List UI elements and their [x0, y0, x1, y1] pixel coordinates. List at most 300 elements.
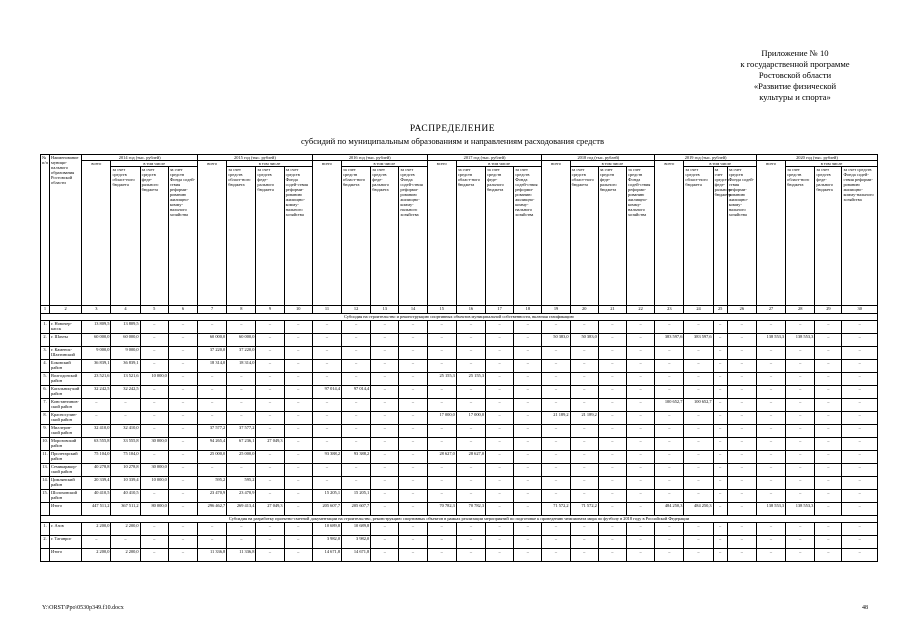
value-cell: –	[427, 523, 456, 536]
value-cell: –	[627, 360, 655, 373]
value-cell: 10 339,4	[111, 477, 140, 490]
value-cell: –	[399, 549, 427, 562]
value-cell: –	[168, 490, 197, 503]
value-cell: –	[342, 425, 371, 438]
value-cell: –	[655, 549, 684, 562]
value-cell: –	[627, 536, 655, 549]
value-cell: –	[399, 412, 427, 425]
value-cell: –	[198, 386, 227, 399]
table-row	[41, 477, 878, 490]
value-cell: –	[727, 334, 756, 347]
value-cell: 40 278,8	[82, 464, 111, 477]
value-cell: 50 383,0	[542, 334, 570, 347]
value-cell: –	[312, 399, 341, 412]
value-cell: –	[256, 386, 284, 399]
column-number: 21	[598, 306, 626, 314]
value-cell: –	[456, 536, 485, 549]
table-row	[41, 523, 878, 536]
column-number: 8	[227, 306, 256, 314]
value-cell: –	[399, 438, 427, 451]
value-cell: 40 410,5	[111, 490, 140, 503]
appendix-line: «Развитие физической	[753, 81, 837, 91]
value-cell: –	[486, 477, 514, 490]
value-cell: –	[655, 321, 684, 334]
value-cell: 37 220,0	[198, 347, 227, 360]
value-cell: –	[815, 549, 842, 562]
value-cell: –	[284, 386, 312, 399]
value-cell: –	[486, 347, 514, 360]
value-cell: –	[227, 464, 256, 477]
value-cell: 36 839,1	[82, 360, 111, 373]
value-cell: –	[456, 399, 485, 412]
value-cell: 25 155,3	[427, 373, 456, 386]
column-number: 12	[342, 306, 371, 314]
table-row	[41, 503, 878, 516]
value-cell: –	[284, 321, 312, 334]
value-cell: –	[727, 399, 756, 412]
value-cell: –	[815, 477, 842, 490]
value-cell: –	[427, 321, 456, 334]
value-cell: –	[786, 523, 815, 536]
value-cell: –	[684, 451, 713, 464]
value-cell: –	[570, 360, 598, 373]
value-cell: –	[627, 321, 655, 334]
value-cell: –	[284, 373, 312, 386]
value-cell: 94 265,4	[198, 438, 227, 451]
value-cell: –	[227, 321, 256, 334]
value-cell: –	[168, 347, 197, 360]
column-number: 22	[627, 306, 655, 314]
value-cell: –	[168, 373, 197, 386]
value-cell: –	[815, 523, 842, 536]
header-funding-source: за счет средств феде-рального бюджета	[598, 167, 626, 306]
value-cell: –	[756, 477, 785, 490]
value-cell: –	[842, 321, 878, 334]
value-cell: –	[684, 536, 713, 549]
column-number: 27	[756, 306, 785, 314]
value-cell: –	[514, 425, 542, 438]
value-cell: –	[570, 549, 598, 562]
value-cell: –	[756, 347, 785, 360]
document-title: РАСПРЕДЕЛЕНИЕ	[409, 124, 496, 134]
value-cell: –	[842, 536, 878, 549]
value-cell: –	[542, 464, 570, 477]
value-cell: –	[140, 386, 168, 399]
value-cell: –	[371, 399, 399, 412]
value-cell: –	[786, 549, 815, 562]
header-year: 2015 год (тыс. рублей)	[198, 155, 313, 161]
value-cell: –	[684, 464, 713, 477]
table-row	[41, 490, 878, 503]
value-cell: –	[756, 412, 785, 425]
value-cell: –	[815, 360, 842, 373]
value-cell: –	[399, 334, 427, 347]
header-including: в том числе	[111, 161, 198, 167]
value-cell: –	[399, 399, 427, 412]
value-cell: –	[140, 425, 168, 438]
municipality-name: Красносулин-ский район	[50, 412, 82, 425]
column-number: 1	[41, 306, 50, 314]
value-cell: –	[140, 321, 168, 334]
value-cell: –	[284, 425, 312, 438]
value-cell: 33 555,8	[111, 438, 140, 451]
appendix-line: культуры и спорта»	[759, 92, 831, 102]
value-cell: –	[786, 360, 815, 373]
value-cell: –	[684, 477, 713, 490]
value-cell: 10 278,8	[111, 464, 140, 477]
header-funding-source: за счет средств област-ного бюджета	[570, 167, 598, 306]
value-cell: –	[655, 425, 684, 438]
row-number: 4.	[41, 360, 50, 373]
value-cell: –	[655, 464, 684, 477]
value-cell: –	[786, 347, 815, 360]
value-cell: –	[627, 464, 655, 477]
value-cell: –	[542, 386, 570, 399]
value-cell: –	[514, 451, 542, 464]
value-cell: –	[598, 464, 626, 477]
value-cell: –	[168, 503, 197, 516]
value-cell: –	[570, 438, 598, 451]
value-cell: –	[111, 412, 140, 425]
value-cell: –	[168, 334, 197, 347]
value-cell: 447 511,2	[82, 503, 111, 516]
value-cell: 269 413,4	[227, 503, 256, 516]
column-number: 10	[284, 306, 312, 314]
row-number: 5.	[41, 373, 50, 386]
value-cell: –	[256, 360, 284, 373]
value-cell: –	[312, 425, 341, 438]
header-total: всего	[655, 161, 684, 306]
value-cell: –	[570, 464, 598, 477]
column-number: 6	[168, 306, 197, 314]
municipality-name: г. Каменск-Шахтинский	[50, 347, 82, 360]
value-cell: –	[284, 477, 312, 490]
value-cell: 27 049,3	[256, 438, 284, 451]
value-cell: 383 597,6	[684, 334, 713, 347]
value-cell: –	[427, 386, 456, 399]
value-cell: –	[227, 373, 256, 386]
value-cell: 100 652,7	[655, 399, 684, 412]
value-cell: –	[598, 503, 626, 516]
section-heading: Субсидия на разработку проектно-сметной документации на строительство, реконструкцию спортивных объектов в рамках реализации мероприятий по подготовке к проведению чемпионата мира по футболу в 2018 году в Российской Федерации	[41, 516, 878, 523]
value-cell: –	[542, 523, 570, 536]
value-cell: –	[542, 536, 570, 549]
value-cell: –	[684, 549, 713, 562]
value-cell: 97 014,4	[312, 386, 341, 399]
value-cell: –	[713, 386, 727, 399]
table-row	[41, 360, 878, 373]
value-cell: –	[756, 523, 785, 536]
value-cell: –	[598, 399, 626, 412]
table-row	[41, 386, 878, 399]
value-cell: –	[140, 399, 168, 412]
value-cell: –	[655, 536, 684, 549]
value-cell: –	[542, 438, 570, 451]
value-cell: –	[514, 412, 542, 425]
municipality-name: г. Таганрог	[50, 536, 82, 549]
value-cell: –	[627, 477, 655, 490]
value-cell: –	[756, 399, 785, 412]
row-number: 14.	[41, 477, 50, 490]
value-cell: –	[140, 549, 168, 562]
value-cell: –	[815, 438, 842, 451]
value-cell: –	[399, 451, 427, 464]
value-cell: –	[727, 464, 756, 477]
value-cell: 30 000,0	[140, 464, 168, 477]
value-cell: –	[284, 347, 312, 360]
row-number	[41, 503, 50, 516]
value-cell: –	[111, 399, 140, 412]
header-funding-source: за счет средств Фонда содей-ствия реформи-рованию жилищно-комму-нального хозяйства	[627, 167, 655, 306]
value-cell: –	[399, 464, 427, 477]
table-row	[41, 321, 878, 334]
value-cell: –	[342, 334, 371, 347]
value-cell: –	[284, 438, 312, 451]
value-cell: –	[727, 503, 756, 516]
value-cell: –	[486, 386, 514, 399]
value-cell: –	[168, 412, 197, 425]
value-cell: –	[713, 399, 727, 412]
value-cell: –	[371, 523, 399, 536]
appendix-line: к государственной программе	[740, 59, 850, 69]
value-cell: –	[371, 451, 399, 464]
value-cell: 27 049,3	[256, 503, 284, 516]
value-cell: –	[727, 412, 756, 425]
value-cell: –	[842, 490, 878, 503]
value-cell: –	[399, 321, 427, 334]
document-subtitle: субсидий по муниципальным образованиям и направлениям расходования средств	[300, 136, 605, 146]
header-funding-source: за счет средств Фонда содей-ствия реформи-рованию жилищно-комму-нального хозяйства	[842, 167, 878, 306]
value-cell: –	[342, 373, 371, 386]
value-cell: –	[486, 399, 514, 412]
municipality-name: г. Новочер-касск	[50, 321, 82, 334]
value-cell: –	[627, 451, 655, 464]
value-cell: –	[256, 412, 284, 425]
value-cell: 11 336,8	[198, 549, 227, 562]
value-cell: –	[168, 386, 197, 399]
value-cell: –	[168, 399, 197, 412]
municipality-name: Миллеров-ский район	[50, 425, 82, 438]
value-cell: –	[842, 549, 878, 562]
value-cell: –	[514, 438, 542, 451]
value-cell: –	[627, 438, 655, 451]
header-no: № п/п	[41, 155, 50, 306]
value-cell: 14 671,8	[342, 549, 371, 562]
value-cell: 70 782,3	[427, 503, 456, 516]
value-cell: 595,2	[198, 477, 227, 490]
value-cell: 60 000,0	[82, 334, 111, 347]
value-cell: –	[227, 523, 256, 536]
value-cell: 205 607,7	[342, 503, 371, 516]
value-cell: 23 470,9	[227, 490, 256, 503]
value-cell: 9 000,0	[82, 347, 111, 360]
value-cell: –	[542, 360, 570, 373]
table-row	[41, 536, 878, 549]
value-cell: –	[727, 451, 756, 464]
value-cell: –	[627, 334, 655, 347]
value-cell: –	[399, 536, 427, 549]
value-cell: –	[82, 536, 111, 549]
value-cell: –	[486, 438, 514, 451]
value-cell: 9 000,0	[111, 347, 140, 360]
value-cell: –	[655, 477, 684, 490]
value-cell: –	[598, 438, 626, 451]
appendix-line: Приложение № 10	[761, 48, 829, 58]
value-cell: –	[312, 412, 341, 425]
value-cell: –	[756, 386, 785, 399]
value-cell: 25 000,0	[198, 451, 227, 464]
value-cell: 2 200,0	[111, 549, 140, 562]
column-number: 20	[570, 306, 598, 314]
value-cell: 60 000,0	[111, 334, 140, 347]
header-year: 2020 год (тыс. рублей)	[756, 155, 877, 161]
value-cell: –	[815, 412, 842, 425]
column-number: 15	[427, 306, 456, 314]
value-cell: –	[371, 438, 399, 451]
column-number: 5	[140, 306, 168, 314]
value-cell: –	[542, 477, 570, 490]
value-cell: –	[815, 386, 842, 399]
value-cell: 11 336,8	[227, 549, 256, 562]
value-cell: –	[727, 373, 756, 386]
value-cell: –	[627, 425, 655, 438]
value-cell: –	[786, 373, 815, 386]
value-cell: –	[815, 399, 842, 412]
value-cell: –	[756, 373, 785, 386]
value-cell: 17 000,0	[427, 412, 456, 425]
value-cell: 13 809,5	[111, 321, 140, 334]
value-cell: –	[598, 490, 626, 503]
value-cell: 71 572,2	[570, 503, 598, 516]
value-cell: –	[284, 536, 312, 549]
value-cell: –	[815, 451, 842, 464]
value-cell: –	[756, 321, 785, 334]
value-cell: 2 200,0	[111, 523, 140, 536]
value-cell: 15 205,1	[312, 490, 341, 503]
value-cell: –	[342, 412, 371, 425]
value-cell: –	[342, 438, 371, 451]
value-cell: –	[427, 425, 456, 438]
value-cell: –	[514, 347, 542, 360]
value-cell: –	[371, 321, 399, 334]
value-cell: –	[570, 399, 598, 412]
value-cell: –	[342, 347, 371, 360]
value-cell: –	[713, 347, 727, 360]
value-cell: –	[514, 360, 542, 373]
value-cell: –	[342, 321, 371, 334]
value-cell: –	[598, 334, 626, 347]
header-including: в том числе	[684, 161, 757, 167]
value-cell: –	[371, 464, 399, 477]
value-cell: –	[598, 412, 626, 425]
value-cell: 32 410,0	[111, 425, 140, 438]
header-funding-source: за счет средств област-ного бюджета	[684, 167, 713, 306]
value-cell: –	[570, 373, 598, 386]
value-cell: –	[684, 438, 713, 451]
value-cell: –	[371, 412, 399, 425]
row-number: 2.	[41, 536, 50, 549]
header-year: 2019 год (тыс. рублей)	[655, 155, 757, 161]
value-cell: –	[198, 464, 227, 477]
value-cell: –	[570, 386, 598, 399]
value-cell: –	[842, 412, 878, 425]
row-number: 6.	[41, 386, 50, 399]
value-cell: 205 607,7	[312, 503, 341, 516]
value-cell: –	[598, 347, 626, 360]
value-cell: 36 839,1	[111, 360, 140, 373]
column-number: 25	[713, 306, 727, 314]
value-cell: –	[168, 549, 197, 562]
value-cell: –	[486, 321, 514, 334]
value-cell: 15 205,1	[342, 490, 371, 503]
value-cell: 23 470,9	[198, 490, 227, 503]
value-cell: –	[713, 412, 727, 425]
row-number: 7.	[41, 399, 50, 412]
header-funding-source: за счет средств област-ного бюджета	[456, 167, 485, 306]
value-cell: –	[542, 347, 570, 360]
value-cell: –	[456, 334, 485, 347]
column-number: 9	[256, 306, 284, 314]
appendix-block	[700, 48, 890, 103]
value-cell: –	[713, 360, 727, 373]
value-cell: –	[598, 451, 626, 464]
value-cell: –	[655, 347, 684, 360]
value-cell: –	[284, 549, 312, 562]
row-number: 9.	[41, 425, 50, 438]
value-cell: –	[514, 334, 542, 347]
value-cell: 484 250,3	[655, 503, 684, 516]
header-year: 2014 год (тыс. рублей)	[82, 155, 198, 161]
value-cell: –	[655, 412, 684, 425]
value-cell: –	[756, 360, 785, 373]
column-number: 13	[371, 306, 399, 314]
value-cell: –	[514, 503, 542, 516]
value-cell: –	[815, 503, 842, 516]
value-cell: –	[570, 347, 598, 360]
value-cell: –	[514, 523, 542, 536]
value-cell: –	[598, 536, 626, 549]
value-cell: –	[312, 438, 341, 451]
value-cell: –	[456, 360, 485, 373]
value-cell: –	[371, 347, 399, 360]
value-cell: –	[284, 464, 312, 477]
header-funding-source: за счет средств област-ного бюджета	[786, 167, 815, 306]
value-cell: –	[456, 490, 485, 503]
value-cell: –	[627, 399, 655, 412]
value-cell: 3 982,0	[312, 536, 341, 549]
value-cell: –	[227, 386, 256, 399]
value-cell: –	[786, 536, 815, 549]
value-cell: –	[342, 464, 371, 477]
value-cell: –	[399, 425, 427, 438]
value-cell: –	[140, 347, 168, 360]
value-cell: –	[168, 321, 197, 334]
value-cell: 13 809,5	[82, 321, 111, 334]
value-cell: –	[256, 549, 284, 562]
value-cell: –	[312, 373, 341, 386]
value-cell: –	[727, 536, 756, 549]
value-cell: –	[655, 386, 684, 399]
value-cell: –	[598, 386, 626, 399]
municipality-name: Итого	[50, 503, 82, 516]
value-cell: 25 000,0	[227, 451, 256, 464]
value-cell: –	[256, 523, 284, 536]
table-row	[41, 549, 878, 562]
header-funding-source: за счет средств Фонда содей-ствия реформи-рованию жилищно-комму-нального хозяйства	[514, 167, 542, 306]
value-cell: –	[684, 490, 713, 503]
municipality-name: Константинов-ский район	[50, 399, 82, 412]
value-cell: –	[842, 334, 878, 347]
